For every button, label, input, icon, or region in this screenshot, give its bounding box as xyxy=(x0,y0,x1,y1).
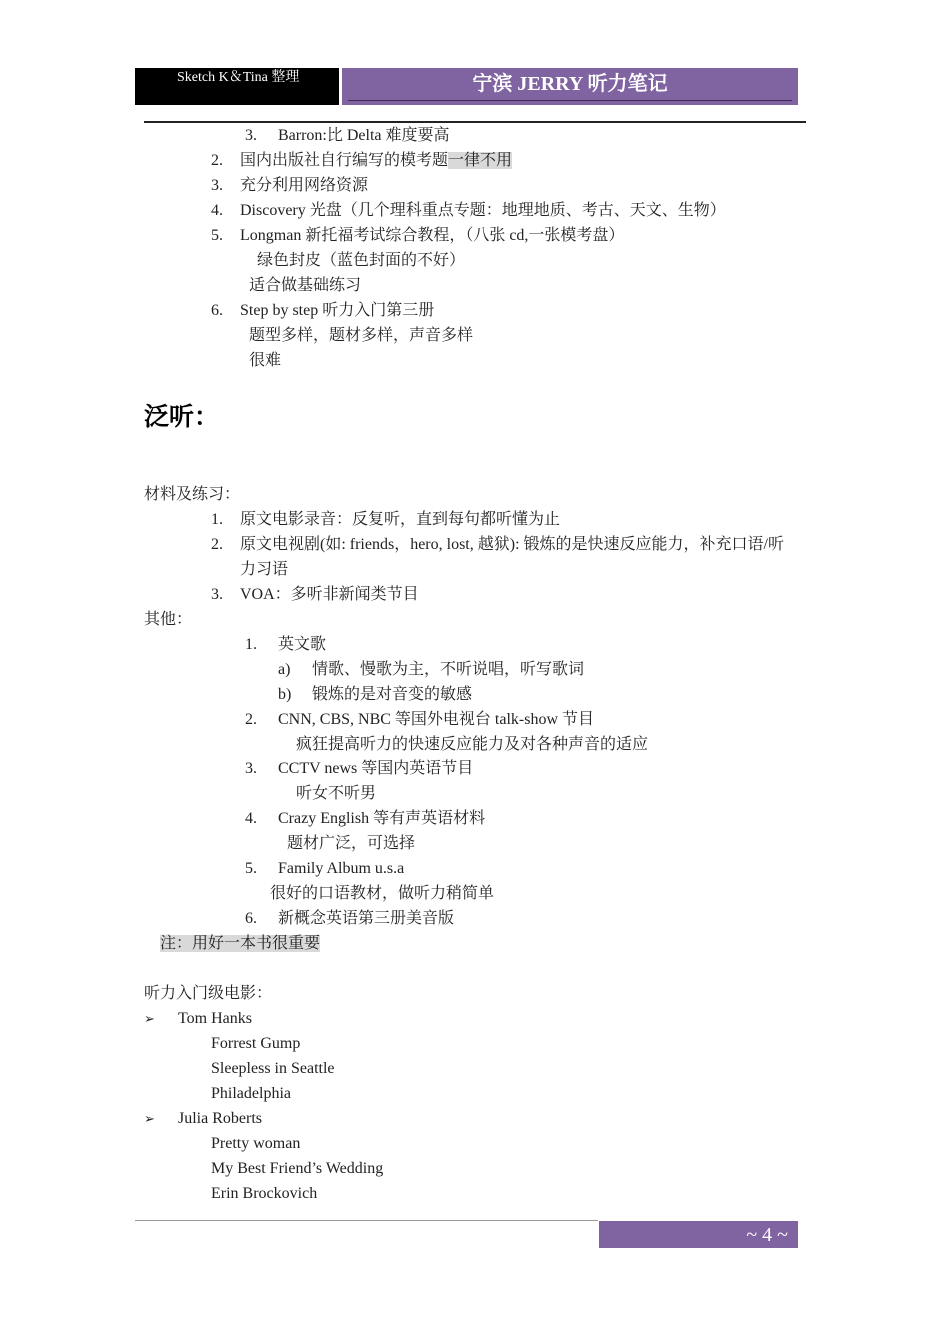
list-item xyxy=(211,176,369,196)
list-item xyxy=(245,710,595,730)
film-title: Sleepless in Seattle xyxy=(211,1060,335,1077)
list-letter: b) xyxy=(278,686,292,703)
header-title: 宁滨 JERRY 听力笔记 xyxy=(472,73,668,95)
header-author-box xyxy=(135,68,339,105)
list-subitem xyxy=(278,685,473,705)
list-number: 3. xyxy=(245,127,257,144)
list-text: Step by step 听力入门第三册 xyxy=(240,302,435,319)
list-number: 5. xyxy=(245,860,257,877)
actor-name: Julia Roberts xyxy=(178,1110,262,1127)
actor-name: Tom Hanks xyxy=(178,1010,252,1027)
list-number: 2. xyxy=(211,152,223,169)
list-subtext: 适合做基础练习 xyxy=(249,277,362,294)
list-number: 3. xyxy=(211,177,223,194)
list-subtext: 听女不听男 xyxy=(296,785,377,802)
movies-heading: 听力入门级电影： xyxy=(144,985,273,1002)
footer-rule xyxy=(135,1220,598,1221)
list-item xyxy=(211,585,419,605)
film-title: Pretty woman xyxy=(211,1135,301,1152)
list-item xyxy=(245,859,405,879)
list-number: 2. xyxy=(211,536,223,553)
list-subtext: 很难 xyxy=(249,352,282,369)
list-subtext: 题材广泛，可选择 xyxy=(287,835,416,852)
header-title-box xyxy=(342,68,798,105)
list-number: 4. xyxy=(245,810,257,827)
list-item xyxy=(211,151,513,171)
materials-heading: 材料及练习： xyxy=(144,486,241,503)
list-subtext: 绿色封皮（蓝色封面的不好） xyxy=(257,252,466,269)
list-text: Discovery 光盘（几个理科重点专题：地理地质、考古、天文、生物） xyxy=(240,202,726,219)
list-text: CCTV news 等国内英语节目 xyxy=(278,760,474,777)
list-item xyxy=(245,635,327,655)
list-text: VOA：多听非新闻类节目 xyxy=(240,586,419,603)
others-heading: 其他： xyxy=(144,611,193,628)
list-text-continuation: 力习语 xyxy=(240,561,289,578)
film-title: Philadelphia xyxy=(211,1085,291,1102)
list-number: 4. xyxy=(211,202,223,219)
list-text: CNN, CBS, NBC 等国外电视台 talk-show 节目 xyxy=(278,711,595,728)
list-subtext: 疯狂提高听力的快速反应能力及对各种声音的适应 xyxy=(296,736,649,753)
list-subtext: 很好的口语教材，做听力稍简单 xyxy=(270,885,495,902)
film-title: My Best Friend’s Wedding xyxy=(211,1160,384,1177)
list-text: Barron:比 Delta 难度要高 xyxy=(278,127,450,144)
list-text: Family Album u.s.a xyxy=(278,860,405,877)
film-title: Forrest Gump xyxy=(211,1035,301,1052)
list-text: 新概念英语第三册美音版 xyxy=(278,910,455,927)
list-number: 2. xyxy=(245,711,257,728)
list-item xyxy=(211,301,435,321)
list-subitem xyxy=(278,660,585,680)
list-number: 1. xyxy=(211,511,223,528)
list-text: 原文电视剧(如: friends，hero, lost, 越狱): 锻炼的是快速反应能力，补充口语/听 xyxy=(240,536,784,553)
list-text: Longman 新托福考试综合教程，（八张 cd,一张模考盘） xyxy=(240,227,625,244)
list-item xyxy=(211,535,784,555)
arrow-bullet-icon: ➢ xyxy=(144,1111,155,1126)
list-text: 情歌、慢歌为主，不听说唱，听写歌词 xyxy=(312,661,585,678)
actor-item xyxy=(144,1009,252,1029)
arrow-bullet-icon: ➢ xyxy=(144,1011,155,1026)
note-highlight: 注：用好一本书很重要 xyxy=(160,935,321,952)
list-item xyxy=(245,759,474,779)
list-item xyxy=(245,126,450,146)
list-item xyxy=(211,226,625,246)
list-number: 5. xyxy=(211,227,223,244)
list-item xyxy=(245,909,455,929)
actor-item xyxy=(144,1109,262,1129)
list-item xyxy=(211,510,561,530)
list-item xyxy=(211,201,726,221)
list-subtext: 题型多样，题材多样，声音多样 xyxy=(249,327,474,344)
list-text: 锻炼的是对音变的敏感 xyxy=(312,686,473,703)
list-item xyxy=(245,809,486,829)
header-rule xyxy=(144,121,806,123)
list-number: 3. xyxy=(211,586,223,603)
list-letter: a) xyxy=(278,661,291,678)
footer-page-box xyxy=(599,1221,798,1248)
section-title: 泛听： xyxy=(144,404,220,431)
list-text: Crazy English 等有声英语材料 xyxy=(278,810,486,827)
highlighted-text: 一律不用 xyxy=(448,152,513,169)
list-text: 充分利用网络资源 xyxy=(240,177,369,194)
list-text: 国内出版社自行编写的模考题 xyxy=(240,152,449,169)
list-number: 3. xyxy=(245,760,257,777)
header-author-text: Sketch K＆Tina 整理 xyxy=(177,70,300,85)
list-text: 原文电影录音：反复听，直到每句都听懂为止 xyxy=(240,511,561,528)
list-text: 英文歌 xyxy=(278,636,327,653)
header-title-underline xyxy=(348,100,792,101)
list-number: 6. xyxy=(245,910,257,927)
page-number: ~ 4 ~ xyxy=(746,1224,788,1246)
list-number: 6. xyxy=(211,302,223,319)
film-title: Erin Brockovich xyxy=(211,1185,318,1202)
list-number: 1. xyxy=(245,636,257,653)
